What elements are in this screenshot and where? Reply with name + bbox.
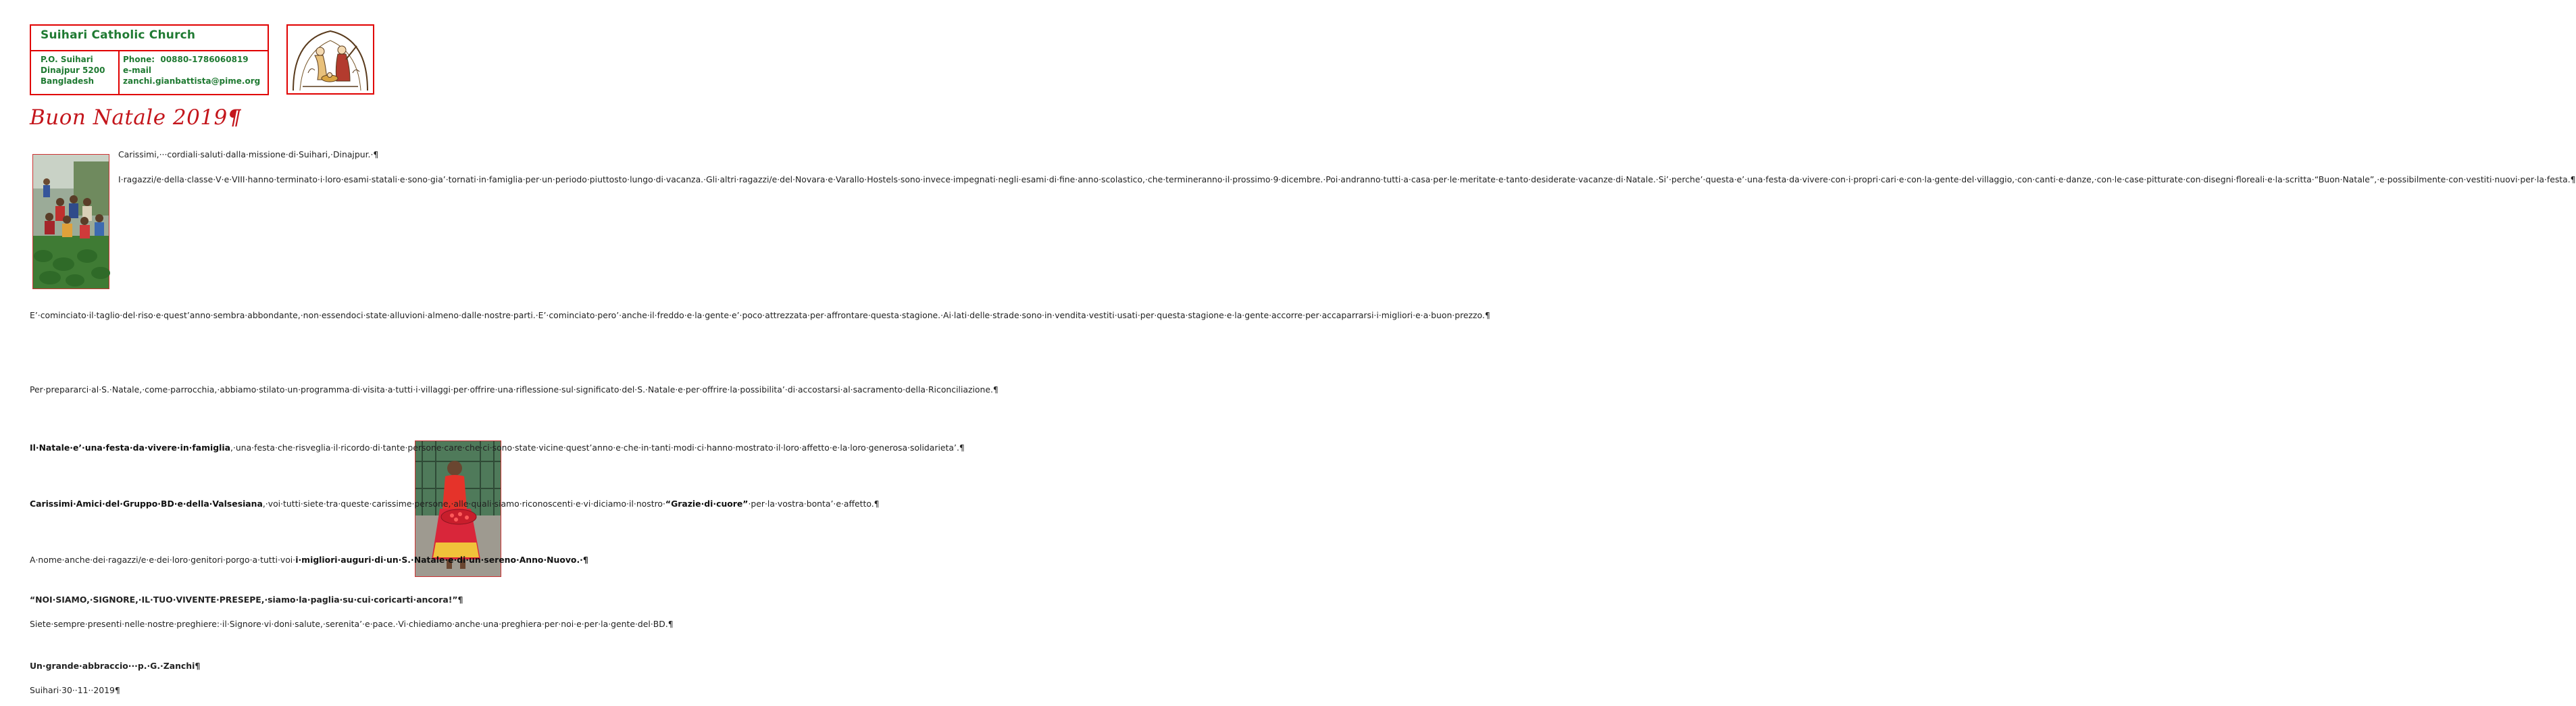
address-line: P.O. Suihari: [41, 55, 93, 64]
paragraph-students: I·ragazzi/e·della·classe·V·e·VIII·hanno·terminato·i·loro·esami·statali·e·sono·gia’·tornati·in·famiglia·per·un·periodo·piuttosto·lungo·di·vacanza.·Gli·altri·ragazzi/e·del·Novara·e·Varallo·Hostels·sono·invece·impegnati·negli·esami·di·fine·anno·scolastico,·che·termineranno·il·prossimo·9·dicembre.·Poi·andranno·tutti·a·casa·per·le·meritate·e·tanto·desiderate·vacanze·di·Natale.·Si’·perche’·questa·e’·una·festa·da·vivere·con·i·propri·cari·e·con·la·gente·del·villaggio,·con·canti·e·danze,·con·le·case·pitturate·con·disegni·floreali·e·la·scritta·“Buon·Natale”,·e·possibilmente·con·vestiti·nuovi·per·la·festa.¶: [118, 174, 2576, 184]
paragraph-quote: “NOI·SIAMO,·SIGNORE,·IL·TUO·VIVENTE·PRESEPE,·siamo·la·paglia·su·cui·coricarti·ancora!”¶: [30, 595, 463, 605]
children-group-photo: [32, 154, 109, 289]
address-line: Dinajpur 5200: [41, 66, 105, 75]
pilcrow-mark: ¶: [227, 105, 242, 130]
page-title: Buon Natale 2019¶: [30, 105, 242, 130]
phone-number: 00880-1786060819: [160, 55, 249, 64]
signature: Un·grande·abbraccio···p.·G.·Zanchi¶: [30, 661, 201, 671]
date-line: Suihari·30··11··2019¶: [30, 685, 120, 695]
paragraph-family-feast: Il·Natale·e’·una·festa·da·vivere·in·famiglia,·una·festa·che·risveglia·il·ricordo·di·tante·persone·care·che·ci·sono·state·vicine·quest’anno·e·che·in·tanti·modi·ci·hanno·mostrato·il·loro·affetto·e·la·loro·generosa·solidarieta’.¶: [30, 443, 965, 453]
email-label: e-mail: [123, 66, 151, 75]
paragraph-wishes: A·nome·anche·dei·ragazzi/e·e·dei·loro·genitori·porgo·a·tutti·voi·i·migliori·auguri·di·un·S.·Natale·e·di·un·sereno·Anno·Nuovo.·¶: [30, 555, 588, 565]
letterhead-divider: [30, 50, 269, 51]
paragraph-prayers: Siete·sempre·presenti·nelle·nostre·preghiere:·il·Signore·vi·doni·salute,·serenita’·e·pace.·Vi·chiediamo·anche·una·preghiera·per·noi·e·per·la·gente·del·BD.¶: [30, 619, 674, 629]
church-contacts: [123, 54, 260, 86]
letterhead-vertical-divider: [118, 50, 120, 95]
church-name: Suihari Catholic Church: [41, 28, 196, 42]
paragraph-thanks: Carissimi·Amici·del·Gruppo·BD·e·della·Valsesiana,·voi·tutti·siete·tra·queste·carissime·persone,·alle·quali·siamo·riconoscenti·e·vi·diciamo·il·nostro·“Grazie·di·cuore”·per·la·vostra·bonta’·e·affetto.¶: [30, 499, 880, 509]
paragraph-harvest: E’·cominciato·il·taglio·del·riso·e·quest’anno·sembra·abbondante,·non·essendoci·state·alluvioni·almeno·dalle·nostre·parti.·E’·cominciato·pero’·anche·il·freddo·e·la·gente·e’·poco·attrezzata·per·affrontare·questa·stagione.·Ai·lati·delle·strade·sono·in·vendita·vestiti·usati·per·questa·stagione·e·la·gente·accorre·per·accaparrarsi·i·migliori·e·a·buon·prezzo.¶: [30, 310, 1490, 320]
church-address: [41, 54, 105, 86]
email-address: zanchi.gianbattista@pime.org: [123, 76, 261, 86]
phone-label: Phone:: [123, 55, 155, 64]
address-line: Bangladesh: [41, 76, 95, 86]
paragraph-parish-program: Per·prepararci·al·S.·Natale,·come·parrocchia,·abbiamo·stilato·un·programma·di·visita·a·tutti·i·villaggi·per·offrire·una·riflessione·sul·significato·del·S.·Natale·e·per·offrire·la·possibilita’·di·accostarsi·al·sacramento·della·Riconciliazione.¶: [30, 384, 999, 395]
paragraph-greeting: Carissimi,···cordiali·saluti·dalla·missione·di·Suihari,·Dinajpur.·¶: [118, 149, 379, 159]
nativity-scene-icon: [288, 26, 373, 93]
nativity-logo: [286, 24, 374, 95]
